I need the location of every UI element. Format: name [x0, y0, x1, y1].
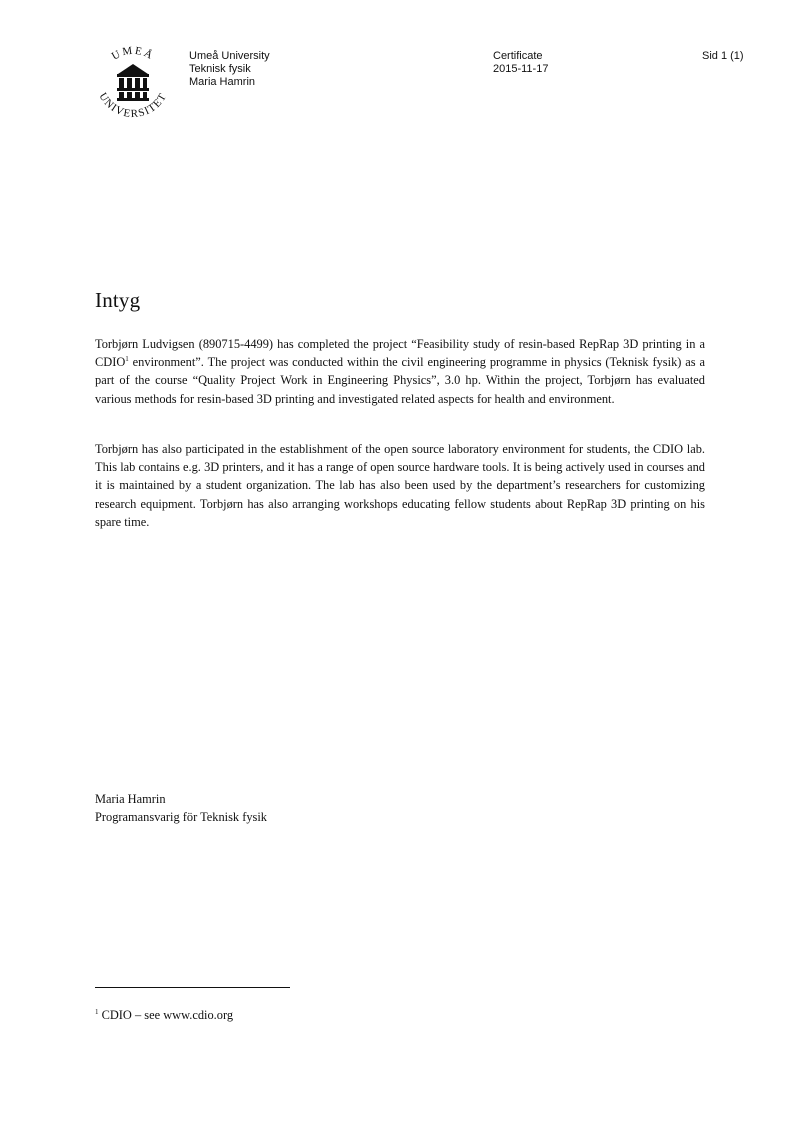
document-type: Certificate [493, 50, 543, 62]
svg-text:UMEÅ [110, 45, 157, 63]
header-page-block [702, 50, 744, 63]
document-date: 2015-11-17 [493, 63, 549, 75]
signature-block [95, 790, 267, 826]
umea-university-seal-logo [88, 40, 178, 130]
footnote [95, 1008, 233, 1023]
institution-name: Umeå University [189, 50, 270, 62]
page-number: Sid 1 (1) [702, 50, 744, 62]
logo-text-top: UMEÅ [109, 44, 157, 63]
document-title: Intyg [95, 288, 141, 312]
paragraph-project-text-a: Torbjørn Ludvigsen (890715-4499) has completed the project “Feasibility study of resin-based RepRap 3D printing in a CDIO [95, 337, 705, 370]
svg-text:UNIVERSITET [96, 91, 169, 121]
logo-text-bottom: UNIVERSITET [96, 90, 170, 121]
signatory-name: Maria Hamrin [95, 792, 166, 806]
signatory-role: Programansvarig för Teknisk fysik [95, 810, 267, 825]
footnote-text: CDIO – see www.cdio.org [98, 1008, 234, 1022]
footnote-reference: 1 [125, 355, 129, 364]
header-document-block [493, 50, 548, 76]
paragraph-project-text-b: environment”. The project was conducted within the civil engineering programme in physics (Teknisk fysik) as a part of the course “Quality Project Work in Engineering Physics”, 3.0 hp. Within the project, Torbjørn has evaluated various methods for resin-based 3D printing and investigated related aspects for health and environment. [95, 355, 705, 406]
footnote-divider [95, 987, 290, 988]
paragraph-project [95, 335, 705, 408]
footnote-marker: 1 [95, 1007, 99, 1016]
paragraph-lab: Torbjørn has also participated in the establishment of the open source laboratory environment for students, the CDIO lab. This lab contains e.g. 3D printers, and it has a range of open source hardware tools. It is being actively used in courses and it is maintained by a student organization. The lab has also been used by the department’s researchers for customizing research equipment. Torbjørn has also arranging workshops educating fellow students about RepRap 3D printing on his spare time. [95, 442, 705, 529]
author-name: Maria Hamrin [189, 76, 256, 88]
header-sender-block [189, 50, 270, 89]
department-name: Teknisk fysik [189, 63, 251, 75]
